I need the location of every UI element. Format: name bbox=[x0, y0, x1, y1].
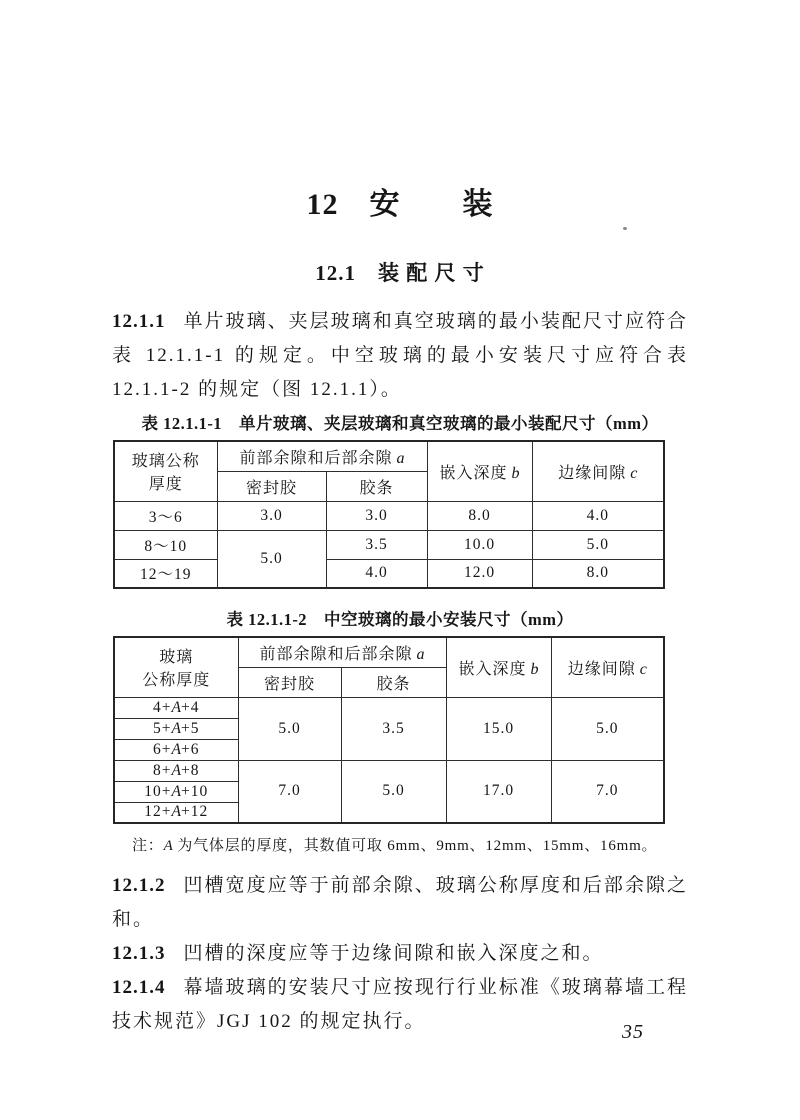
table-cell-merged: 5.0 bbox=[551, 697, 664, 760]
table2-header-depth bbox=[446, 637, 551, 697]
scan-speck bbox=[623, 227, 627, 230]
table-cell-merged: 5.0 bbox=[341, 760, 446, 823]
table-cell-merged: 5.0 bbox=[238, 697, 341, 760]
clause-text: 凹槽的深度应等于边缘间隙和嵌入深度之和。 bbox=[183, 943, 604, 964]
header-text: 嵌入深度 bbox=[458, 660, 527, 678]
clause-number: 12.1.2 bbox=[112, 875, 166, 896]
table-cell bbox=[114, 739, 238, 760]
header-text: 嵌入深度 bbox=[439, 464, 508, 482]
cell-text: +10 bbox=[180, 782, 209, 800]
table-cell bbox=[114, 697, 238, 718]
variable-b: b bbox=[511, 464, 520, 482]
cell-text: 4+ bbox=[153, 698, 172, 716]
table-2-caption: 表 12.1.1-2 中空玻璃的最小安装尺寸（mm） bbox=[226, 610, 574, 629]
header-line: 玻璃公称 bbox=[131, 453, 200, 471]
table-cell: 3～6 bbox=[114, 501, 217, 530]
variable-A: A bbox=[171, 761, 181, 779]
clause-number: 12.1.4 bbox=[112, 977, 166, 998]
header-line: 公称厚度 bbox=[142, 672, 211, 690]
cell-text: +5 bbox=[180, 719, 200, 737]
clause-12-1-1 bbox=[112, 305, 688, 407]
table2-header-gasket: 胶条 bbox=[341, 667, 446, 697]
table-2 bbox=[113, 636, 665, 824]
table-cell: 3.0 bbox=[326, 501, 427, 530]
table-cell-merged: 17.0 bbox=[446, 760, 551, 823]
table1-header-sealant: 密封胶 bbox=[217, 471, 326, 501]
table-cell bbox=[114, 718, 238, 739]
table-cell: 5.0 bbox=[532, 530, 664, 559]
cell-text: +4 bbox=[180, 698, 200, 716]
clause-number: 12.1.1 bbox=[112, 311, 166, 332]
table-cell bbox=[114, 802, 238, 823]
cell-text: +6 bbox=[180, 740, 200, 758]
note-label: 注： bbox=[132, 838, 164, 854]
table-cell-merged: 7.0 bbox=[238, 760, 341, 823]
variable-A: A bbox=[171, 782, 181, 800]
table-cell-merged: 7.0 bbox=[551, 760, 664, 823]
table1-header-gasket: 胶条 bbox=[326, 471, 427, 501]
table-cell: 8～10 bbox=[114, 530, 217, 559]
table-cell: 12～19 bbox=[114, 559, 217, 588]
table1-header-thickness bbox=[114, 441, 217, 501]
table1-header-edge bbox=[532, 441, 664, 501]
table2-header-thickness bbox=[114, 637, 238, 697]
clause-text: 凹槽宽度应等于前部余隙、玻璃公称厚度和后部余隙之和。 bbox=[112, 875, 688, 930]
table2-header-sealant: 密封胶 bbox=[238, 667, 341, 697]
table-cell: 10.0 bbox=[427, 530, 532, 559]
variable-A: A bbox=[163, 838, 173, 854]
variable-A: A bbox=[171, 740, 181, 758]
cell-text: 10+ bbox=[144, 782, 172, 800]
variable-a: a bbox=[396, 449, 405, 467]
clause-12-1-4 bbox=[112, 971, 688, 1039]
note-text: 为气体层的厚度，其数值可取 6mm、9mm、12mm、15mm、16mm。 bbox=[172, 838, 658, 854]
clause-text: 幕墙玻璃的安装尺寸应按现行行业标准《玻璃幕墙工程技术规范》JGJ 102 的规定执行。 bbox=[112, 977, 688, 1032]
clause-12-1-2 bbox=[112, 869, 688, 937]
clause-text: 单片玻璃、夹层玻璃和真空玻璃的最小装配尺寸应符合表 12.1.1-1 的规定。中空玻璃的最小安装尺寸应符合表 12.1.1-2 的规定（图 12.1.1）。 bbox=[112, 311, 688, 400]
header-line: 厚度 bbox=[148, 476, 183, 494]
table-cell: 8.0 bbox=[427, 501, 532, 530]
page-content bbox=[112, 0, 688, 1039]
cell-text: 6+ bbox=[153, 740, 172, 758]
variable-c: c bbox=[630, 464, 638, 482]
table-cell: 4.0 bbox=[532, 501, 664, 530]
header-line: 玻璃 bbox=[159, 649, 194, 667]
table-cell-merged: 5.0 bbox=[217, 530, 326, 588]
header-text: 边缘间隙 bbox=[567, 660, 636, 678]
table-cell: 4.0 bbox=[326, 559, 427, 588]
header-text: 前部余隙和后部余隙 bbox=[239, 449, 393, 467]
table-1-caption: 表 12.1.1-1 单片玻璃、夹层玻璃和真空玻璃的最小装配尺寸（mm） bbox=[141, 414, 659, 433]
table-cell bbox=[114, 760, 238, 781]
variable-b: b bbox=[530, 660, 539, 678]
cell-text: 8+ bbox=[153, 761, 172, 779]
table-cell bbox=[114, 781, 238, 802]
cell-text: 5+ bbox=[153, 719, 172, 737]
page-number: 35 bbox=[622, 1021, 644, 1043]
table2-header-clearance-group bbox=[238, 637, 446, 667]
table-cell-merged: 15.0 bbox=[446, 697, 551, 760]
table-cell-merged: 3.5 bbox=[341, 697, 446, 760]
table-1 bbox=[113, 440, 665, 589]
variable-A: A bbox=[171, 719, 181, 737]
table-cell: 12.0 bbox=[427, 559, 532, 588]
header-text: 边缘间隙 bbox=[558, 464, 627, 482]
clause-number: 12.1.3 bbox=[112, 943, 166, 964]
variable-a: a bbox=[416, 645, 425, 663]
cell-text: +12 bbox=[180, 803, 209, 821]
table1-header-clearance-group bbox=[217, 441, 427, 471]
table-note bbox=[132, 834, 688, 858]
table1-header-depth bbox=[427, 441, 532, 501]
table-cell: 3.5 bbox=[326, 530, 427, 559]
table2-header-edge bbox=[551, 637, 664, 697]
variable-c: c bbox=[639, 660, 647, 678]
clause-12-1-3 bbox=[112, 937, 688, 971]
header-text: 前部余隙和后部余隙 bbox=[259, 645, 413, 663]
table-cell: 3.0 bbox=[217, 501, 326, 530]
table-cell: 8.0 bbox=[532, 559, 664, 588]
variable-A: A bbox=[171, 698, 181, 716]
chapter-title: 12 安 装 bbox=[306, 188, 494, 221]
cell-text: 12+ bbox=[144, 803, 172, 821]
section-title: 12.1 装 配 尺 寸 bbox=[315, 261, 485, 285]
cell-text: +8 bbox=[180, 761, 200, 779]
variable-A: A bbox=[171, 803, 181, 821]
